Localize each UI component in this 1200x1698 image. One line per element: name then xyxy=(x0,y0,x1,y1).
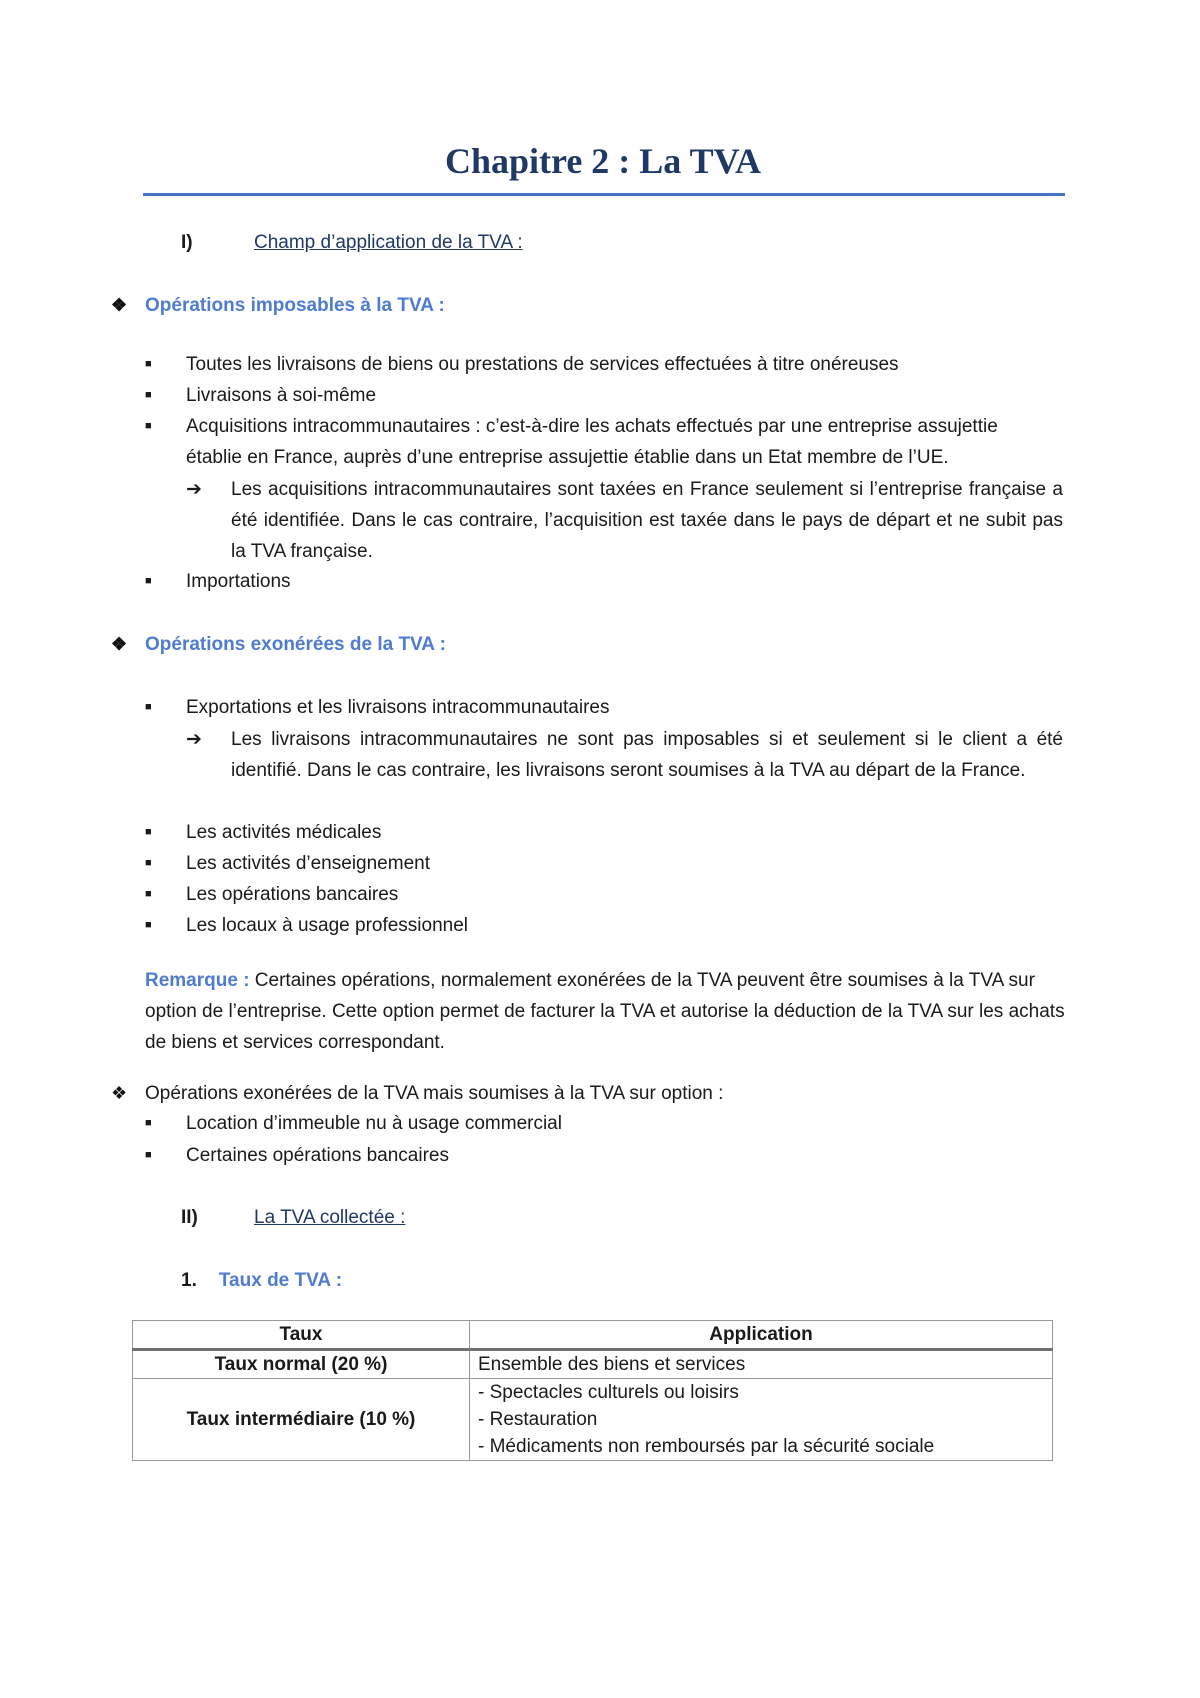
square-bullet-icon: ■ xyxy=(145,701,152,713)
application-line: - Médicaments non remboursés par la sécurité sociale xyxy=(478,1436,935,1457)
option-heading-label: Opérations exonérées de la TVA mais soumises à la TVA sur option : xyxy=(145,1083,724,1104)
exonerees-heading-label: Opérations exonérées de la TVA : xyxy=(145,634,446,655)
square-bullet-icon: ■ xyxy=(145,389,152,401)
exonerees-heading xyxy=(111,634,446,656)
square-bullet-icon: ■ xyxy=(145,1149,152,1161)
imposables-heading xyxy=(111,295,445,317)
square-bullet-icon: ■ xyxy=(145,358,152,370)
section2-number: II) xyxy=(181,1207,198,1228)
section2-title: La TVA collectée : xyxy=(254,1207,406,1228)
imposables-heading-label: Opérations imposables à la TVA : xyxy=(145,295,445,316)
section1-number: I) xyxy=(181,232,193,253)
list-item-text: Location d’immeuble nu à usage commercial xyxy=(186,1113,562,1134)
table-header-cell: Taux xyxy=(133,1321,470,1350)
rates-table xyxy=(132,1320,1053,1461)
application-cell: Ensemble des biens et services xyxy=(470,1350,1053,1379)
list-item-text: Livraisons à soi-même xyxy=(186,385,377,406)
table-row xyxy=(133,1350,1053,1379)
table-header-row xyxy=(133,1321,1053,1350)
arrow-note-text: Les livraisons intracommunautaires ne sont pas imposables si et seulement si le client a été identifié. Dans le cas contraire, les livraisons seront soumises à la TVA au départ de la France. xyxy=(231,729,1063,781)
list-item-text: Acquisitions intracommunautaires : c’est-à-dire les achats effectués par une entreprise assujettie xyxy=(186,416,998,437)
arrow-right-icon: ➔ xyxy=(186,729,202,750)
page-title: Chapitre 2 : La TVA xyxy=(444,141,762,181)
list-item-text: Importations xyxy=(186,571,291,592)
remark-label: Remarque : xyxy=(145,970,250,991)
list-item-text: Les locaux à usage professionnel xyxy=(186,915,469,936)
arrow-note xyxy=(186,474,1063,567)
square-bullet-icon: ■ xyxy=(145,919,152,931)
list-item-text: Toutes les livraisons de biens ou prestations de services effectuées à titre onéreuses xyxy=(186,354,899,375)
section1-title: Champ d’application de la TVA : xyxy=(254,232,523,253)
square-bullet-icon: ■ xyxy=(145,420,152,432)
diamond-outline-bullet-icon: ❖ xyxy=(111,1083,128,1103)
application-line: - Spectacles culturels ou loisirs xyxy=(478,1382,739,1403)
list-item-text: Les opérations bancaires xyxy=(186,884,399,905)
application-line: - Restauration xyxy=(478,1409,598,1430)
arrow-note-text: Les acquisitions intracommunautaires sont taxées en France seulement si l’entreprise française a été identifiée. Dans le cas contraire, l’acquisition est taxée dans le pays de départ et ne subit pas la TVA française. xyxy=(231,479,1063,562)
subsection-title: Taux de TVA : xyxy=(218,1270,343,1291)
remark-text: Certaines opérations, normalement exonérées de la TVA peuvent être soumises à la TVA sur option de l’entreprise. Cette option permet de facturer la TVA et autorise la déduction de la TVA sur les achats de biens et services correspondant. xyxy=(145,970,1065,1053)
remark-paragraph xyxy=(145,965,1065,1058)
list-item-text: Certaines opérations bancaires xyxy=(186,1145,449,1166)
square-bullet-icon: ■ xyxy=(145,888,152,900)
diamond-bullet-icon: ❖ xyxy=(111,634,128,654)
table-header-cell: Application xyxy=(470,1321,1053,1350)
list-item-continuation: établie en France, auprès d’une entreprise assujettie établie dans un Etat membre de l’UE. xyxy=(186,447,949,468)
square-bullet-icon: ■ xyxy=(145,1117,152,1129)
square-bullet-icon: ■ xyxy=(145,857,152,869)
list-item-text: Les activités médicales xyxy=(186,822,382,843)
diamond-bullet-icon: ❖ xyxy=(111,295,128,315)
rate-cell: Taux intermédiaire (10 %) xyxy=(133,1379,470,1461)
list-item-text: Exportations et les livraisons intracommunautaires xyxy=(186,697,610,718)
rate-cell: Taux normal (20 %) xyxy=(133,1350,470,1379)
square-bullet-icon: ■ xyxy=(145,575,152,587)
subsection-number: 1. xyxy=(181,1270,197,1291)
table-row xyxy=(133,1379,1053,1461)
square-bullet-icon: ■ xyxy=(145,826,152,838)
subsection-heading xyxy=(181,1270,342,1292)
arrow-note xyxy=(186,724,1063,786)
option-heading xyxy=(111,1083,723,1105)
arrow-right-icon: ➔ xyxy=(186,479,202,500)
application-cell xyxy=(470,1379,1053,1461)
title-underline xyxy=(143,193,1065,196)
list-item-text: Les activités d’enseignement xyxy=(186,853,430,874)
